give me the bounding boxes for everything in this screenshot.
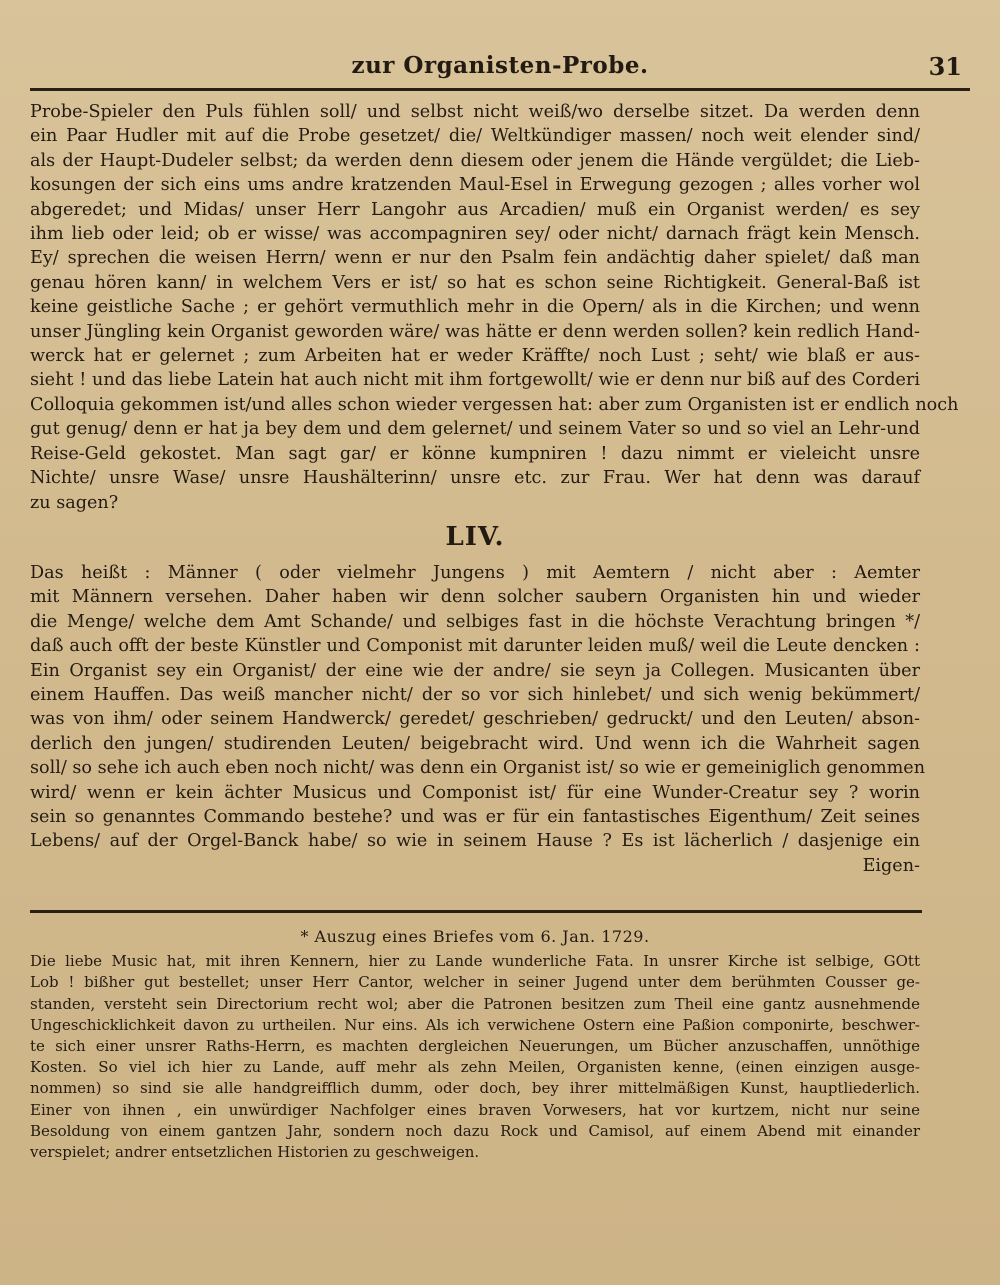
text-line: Nichte/ unsre Wase/ unsre Haushälterinn/ unsre etc. zur Frau. Wer hat denn was darauf xyxy=(30,468,920,489)
text-line: genau hören kann/ in welchem Vers er ist/ so hat es schon seine Richtigkeit. General-Baß ist xyxy=(30,272,920,293)
footnote-line: te sich einer unsrer Raths-Herrn, es machten dergleichen Neuerungen, um Bücher anzuschaffen, unnöthige xyxy=(30,1037,920,1056)
text-line: die Menge/ welche dem Amt Schande/ und selbiges fast in die höchste Verachtung bringen */ xyxy=(30,611,920,632)
text-line: zu sagen? xyxy=(30,492,119,513)
text-line: wird/ wenn er kein ächter Musicus und Componist ist/ für eine Wunder-Creatur sey ? worin xyxy=(30,782,920,803)
footnote-line: nommen) so sind sie alle handgreifflich dumm, oder doch, bey ihrer mittelmäßigen Kunst, hauptliederlich. xyxy=(30,1079,920,1098)
text-line: als der Haupt-Dudeler selbst; da werden denn diesem oder jenem die Hände vergüldet; die Lieb- xyxy=(30,150,920,171)
footnote-line: Ungeschicklichkeit davon zu urtheilen. Nur eins. Als ich verwichene Ostern eine Paßion componirte, beschwer- xyxy=(30,1015,920,1034)
text-line: kosungen der sich eins ums andre kratzenden Maul-Esel in Erwegung gezogen ; alles vorher wol xyxy=(30,175,920,196)
page-number: 31 xyxy=(928,52,962,81)
footnote-line: verspielet; andrer entsetzlichen Historien zu geschweigen. xyxy=(30,1143,480,1162)
footnote-line: Einer von ihnen , ein unwürdiger Nachfolger eines braven Vorwesers, hat vor kurtzem, nicht nur seine xyxy=(30,1100,920,1119)
text-line: keine geistliche Sache ; er gehört vermuthlich mehr in die Opern/ als in die Kirchen; und wenn xyxy=(30,297,920,318)
text-line: einem Hauffen. Das weiß mancher nicht/ der so vor sich hinlebet/ und sich wenig bekümmert/ xyxy=(30,684,920,705)
text-line: Ein Organist sey ein Organist/ der eine wie der andre/ sie seyn ja Collegen. Musicanten über xyxy=(30,660,920,681)
text-line: mit Männern versehen. Daher haben wir denn solcher saubern Organisten hin und wieder xyxy=(30,587,920,608)
text-line: Das heißt : Männer ( oder vielmehr Jungens ) mit Aemtern / nicht aber : Aemter xyxy=(30,562,920,583)
footnote-rule xyxy=(30,910,922,913)
text-line: abgeredet; und Midas/ unser Herr Langohr aus Arcadien/ muß ein Organist werden/ es sey xyxy=(30,199,920,220)
text-line: Ey/ sprechen die weisen Herrn/ wenn er nur den Psalm fein andächtig daher spielet/ daß man xyxy=(30,248,920,269)
footnote xyxy=(30,926,920,1163)
text-line: was von ihm/ oder seinem Handwerck/ geredet/ geschrieben/ gedruckt/ und den Leuten/ abson- xyxy=(30,709,920,730)
page-header xyxy=(30,52,970,92)
text-line: werck hat er gelernet ; zum Arbeiten hat er weder Kräffte/ noch Lust ; seht/ wie blaß er aus- xyxy=(30,346,920,367)
text-line: Colloquia gekommen ist/und alles schon wieder vergessen hat: aber zum Organisten ist er endlich noch xyxy=(30,394,959,415)
text-line: daß auch offt der beste Künstler und Componist mit darunter leiden muß/ weil die Leute dencken : xyxy=(30,636,920,657)
footnote-line: standen, versteht sein Directorium recht wol; aber die Patronen besitzen zum Theil eine gantz ausnehmende xyxy=(30,994,920,1013)
text-line: Lebens/ auf der Orgel-Banck habe/ so wie in seinem Hause ? Es ist lächerlich / dasjenige ein xyxy=(30,831,920,852)
footnote-heading: * Auszug eines Briefes vom 6. Jan. 1729. xyxy=(300,927,650,946)
catchword: Eigen- xyxy=(862,855,920,876)
text-line: unser Jüngling kein Organist geworden wäre/ was hätte er denn werden sollen? kein redlich Hand- xyxy=(30,321,920,342)
footnote-line: Kosten. So viel ich hier zu Lande, auff mehr als zehn Meilen, Organisten kenne, (einen einzigen ausge- xyxy=(30,1058,920,1077)
text-line: sieht ! und das liebe Latein hat auch nicht mit ihm fortgewollt/ wie er denn nur biß auf des Corderi xyxy=(30,370,920,391)
footnote-line: Besoldung von einem gantzen Jahr, sondern noch dazu Rock und Camisol, auf einem Abend mit einander xyxy=(30,1121,920,1140)
text-line: ihm lieb oder leid; ob er wisse/ was accompagniren sey/ oder nicht/ darnach frägt kein Mensch. xyxy=(30,224,920,245)
section-heading: LIV. xyxy=(445,521,505,552)
text-line: Probe-Spieler den Puls fühlen soll/ und selbst nicht weiß/wo derselbe sitzet. Da werden denn xyxy=(30,102,920,122)
footnote-line: Lob ! bißher gut bestellet; unser Herr Cantor, welcher in seiner Jugend unter dem berühmten Cousser ge- xyxy=(30,973,920,992)
text-line: sein so genanntes Commando bestehe? und was er für ein fantastisches Eigenthum/ Zeit seines xyxy=(30,806,920,827)
main-text xyxy=(30,100,959,878)
text-line: Reise-Geld gekostet. Man sagt gar/ er könne kumpniren ! dazu nimmt er vieleicht unsre xyxy=(30,443,920,464)
text-line: soll/ so sehe ich auch eben noch nicht/ was denn ein Organist ist/ so wie er gemeiniglich genommen xyxy=(30,758,926,779)
text-line: gut genug/ denn er hat ja bey dem und dem gelernet/ und seinem Vater so und so viel an Lehr-und xyxy=(30,419,920,440)
running-head: zur Organisten-Probe. xyxy=(351,52,649,79)
footnote-line: Die liebe Music hat, mit ihren Kennern, hier zu Lande wunderliche Fata. In unsrer Kirche ist selbige, GOtt xyxy=(30,952,920,971)
text-line: ein Paar Hudler mit auf die Probe gesetzet/ die/ Weltkündiger massen/ noch weit elender sind/ xyxy=(30,126,920,147)
header-rule xyxy=(30,88,970,91)
text-line: derlich den jungen/ studirenden Leuten/ beigebracht wird. Und wenn ich die Wahrheit sagen xyxy=(30,733,920,754)
